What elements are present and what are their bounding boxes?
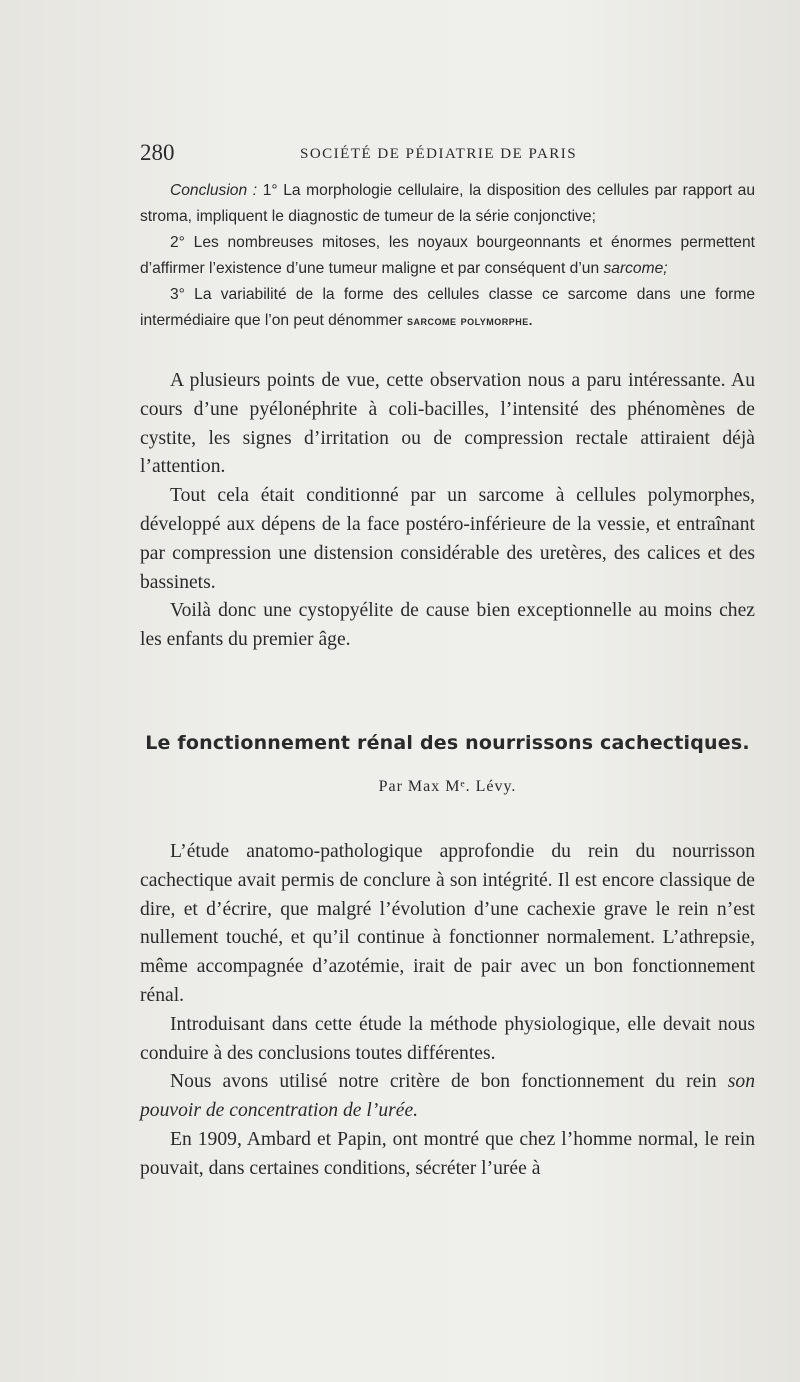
conclusion-item-3: 3° La variabilité de la forme des cellules classe ce sarcome dans une forme intermédiaire que l’on peut dénommer sarcome polymorphe. — [140, 286, 755, 329]
conclusion-label: Conclusion : — [170, 182, 258, 199]
paragraph: En 1909, Ambard et Papin, ont montré que chez l’homme normal, le rein pouvait, dans certaines conditions, sécréter l’urée à — [140, 1128, 755, 1179]
observation-text — [140, 367, 755, 655]
paragraph: Introduisant dans cette étude la méthode physiologique, elle devait nous conduire à des conclusions toutes différentes. — [140, 1013, 755, 1064]
page-header — [140, 140, 755, 170]
paragraph: Nous avons utilisé notre critère de bon fonctionnement du rein son pouvoir de concentration de l’urée. — [140, 1071, 755, 1122]
paragraph: Tout cela était conditionné par un sarcome à cellules polymorphes, développé aux dépens de la face postéro-inférieure de la vessie, et entraînant par compression une distension considérable des uretères, des calices et des bassinets. — [140, 485, 755, 593]
paragraph: L’étude anatomo-pathologique approfondie du rein du nourrisson cachectique avait permis de conclure à son intégrité. Il est encore classique de dire, et d’écrire, que malgré l’évolution d’une cachexie grave le rein n’est nullement touché, et qu’il continue à fonctionner normalement. L’athrepsie, même accompagnée d’azotémie, irait de pair avec un bon fonctionnement rénal. — [140, 841, 755, 1006]
article-title: Le fonctionnement rénal des nourrissons cachectiques. — [145, 732, 750, 754]
article-text — [140, 838, 755, 1184]
article-byline: Par Max Mᵉ. Lévy. — [378, 778, 517, 795]
conclusion-item-1: Conclusion : 1° La morphologie cellulaire, la disposition des cellules par rapport au stroma, impliquent le diagnostic de tumeur de la série conjonctive; — [140, 182, 755, 225]
paragraph: Voilà donc une cystopyélite de cause bien exceptionnelle au moins chez les enfants du premier âge. — [140, 600, 755, 651]
running-title: SOCIÉTÉ DE PÉDIATRIE DE PARIS — [300, 146, 578, 162]
conclusion-item-2: 2° Les nombreuses mitoses, les noyaux bourgeonnants et énormes permettent d’affirmer l’existence d’une tumeur maligne et par conséquent d’un sarcome; — [140, 234, 755, 277]
page-number: 280 — [140, 140, 175, 165]
paragraph: A plusieurs points de vue, cette observation nous a paru intéressante. Au cours d’une pyélonéphrite à coli-bacilles, l’intensité des phénomènes de cystite, les signes d’irritation ou de compression rectale attiraient déjà l’attention. — [140, 370, 755, 478]
conclusion-block — [140, 178, 755, 334]
